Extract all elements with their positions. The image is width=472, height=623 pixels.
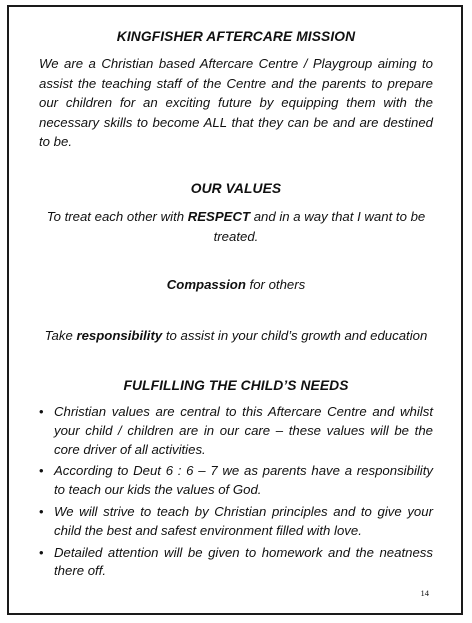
- page-number: 14: [420, 588, 429, 598]
- value-responsibility: [39, 326, 433, 346]
- value-responsibility-keyword: responsibility: [76, 328, 163, 343]
- value-responsibility-before: Take: [44, 328, 77, 343]
- list-item: [39, 462, 433, 500]
- value-respect-before: To treat each other with: [46, 209, 188, 224]
- value-respect-after: and in a way that I want to be treated.: [213, 209, 426, 244]
- bullet-icon: •: [39, 544, 44, 560]
- needs-heading: FULFILLING THE CHILD’S NEEDS: [123, 378, 349, 393]
- mission-heading: KINGFISHER AFTERCARE MISSION: [116, 29, 356, 44]
- mission-statement: We are a Christian based Aftercare Centre / Playgroup aiming to assist the teaching staff of the Centre and the parents to prepare our children for an exciting future by equipping them with the necessary skills to become ALL that they can be and are destined to be.: [39, 56, 433, 150]
- bullet-icon: •: [39, 503, 44, 519]
- list-item: [39, 544, 433, 582]
- values-heading: OUR VALUES: [190, 181, 282, 196]
- value-respect-keyword: RESPECT: [187, 209, 251, 224]
- document-page: [7, 5, 463, 615]
- list-item: [39, 503, 433, 541]
- list-item-text: Christian values are central to this Aftercare Centre and whilst your child / children are in our care – these values will be the core driver of all activities.: [54, 404, 433, 457]
- needs-list: [39, 403, 433, 584]
- list-item: [39, 403, 433, 459]
- bullet-icon: •: [39, 404, 44, 419]
- list-item-text: We will strive to teach by Christian principles and to give your child the best and safest environment filled with love.: [54, 503, 433, 538]
- value-compassion: [39, 275, 433, 295]
- value-compassion-after: for others: [245, 277, 306, 292]
- list-item-text: Detailed attention will be given to homework and the neatness there off.: [54, 544, 433, 579]
- value-compassion-keyword: Compassion: [166, 277, 246, 292]
- value-responsibility-after: to assist in your child’s growth and education: [162, 328, 428, 343]
- bullet-icon: •: [39, 463, 44, 479]
- list-item-text: According to Deut 6 : 6 – 7 we as parents have a responsibility to teach our kids the values of God.: [54, 463, 433, 498]
- page-content: [39, 7, 433, 613]
- value-respect: [39, 207, 433, 246]
